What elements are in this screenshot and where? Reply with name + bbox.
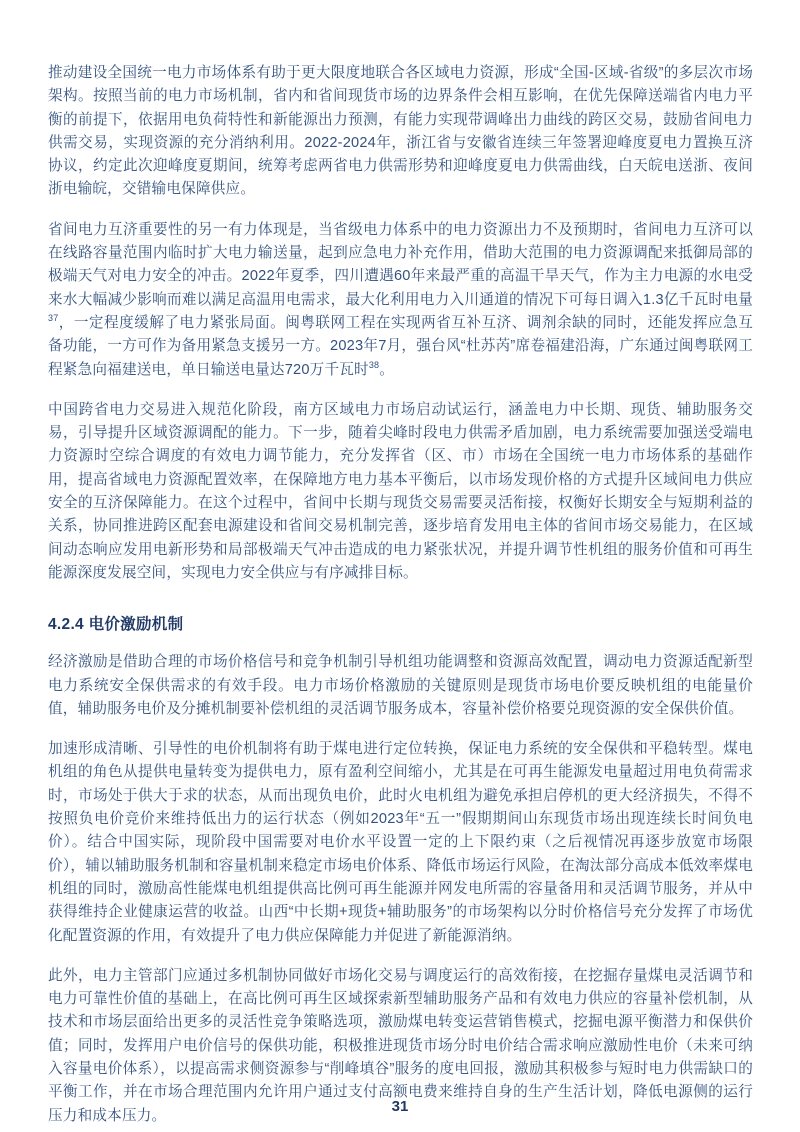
page-footer — [0, 1098, 800, 1116]
paragraph: 推动建设全国统一电力市场体系有助于更大限度地联合各区域电力资源，形成“全国-区域-省级”的多层次市场架构。按照当前的电力市场机制，省内和省间现货市场的边界条件会相互影响，在优先保障送端省内电力平衡的前提下，依据用电负荷特性和新能源出力预测，有能力实现带调峰出力曲线的跨区交易，鼓励省间电力供需交易，实现资源的充分消纳利用。2022-2024年，浙江省与安徽省连续三年签署迎峰度夏电力置换互济协议，约定此次迎峰度夏期间，统筹考虑两省电力供需形势和迎峰度夏电力供需曲线，白天皖电送浙、夜间浙电输皖，交错输电保障供应。 — [48, 65, 753, 198]
paragraph: 此外，电力主管部门应通过多机制协同做好市场化交易与调度运行的高效衔接，在挖掘存量煤电灵活调节和电力可靠性价值的基础上，在高比例可再生区域探索新型辅助服务产品和有效电力供应的容量补偿机制，从技术和市场层面给出更多的灵活性竞争策略选项，激励煤电转变运营销售模式，挖掘电源平衡潜力和保供价值；同时，发挥用户电价信号的保供功能，积极推进现货市场分时电价结合需求响应激励性电价（未来可纳入容量电价体系），以提高需求侧资源参与“削峰填谷”服务的度电回报，激励其积极参与短时电力供需缺口的平衡工作，并在市场合理范围内允许用户通过支付高额电费来维持自身的生产生活计划，降低电源侧的运行压力和成本压力。 — [48, 967, 753, 1124]
page-number: 31 — [391, 1098, 409, 1115]
section-heading: 4.2.4 电价激励机制 — [48, 616, 184, 634]
paragraph: 省间电力互济重要性的另一有力体现是，当省级电力体系中的电力资源出力不及预期时，省间电力互济可以在线路容量范围内临时扩大电力输送量，起到应急电力补充作用，借助大范围的电力资源调配来抵御局部的极端天气对电力安全的冲击。2022年夏季，四川遭遇60年来最严重的高温干旱天气，作为主力电源的水电受来水大幅减少影响而难以满足高温用电需求，最大化利用电力入川通道的情况下可每日调入1.3亿千瓦时电量$^{37}$，一定程度缓解了电力紧张局面。闽粤联网工程在实现两省互补互济、调剂余缺的同时，还能发挥应急互备功能，一方可作为备用紧急支援另一方。2023年7月，强台风“杜苏芮”席卷福建沿海，广东通过闽粤联网工程紧急向福建送电，单日输送电量达720万千瓦时$^{38}$。 — [48, 221, 753, 378]
footnote-ref: 38 — [368, 359, 380, 370]
paragraph: 加速形成清晰、引导性的电价机制将有助于煤电进行定位转换，保证电力系统的安全保供和平稳转型。煤电机组的角色从提供电量转变为提供电力，原有盈利空间缩小，尤其是在可再生能源发电量超过用电负荷需求时，市场处于供大于求的状态，从而出现负电价，此时火电机组为避免承担启停机的更大经济损失，不得不按照负电价竞价来维持低出力的运行状态（例如2023年“五一”假期期间山东现货市场出现连续长时间负电价）。结合中国实际，现阶段中国需要对电价水平设置一定的上下限约束（之后视情况再逐步放宽市场限价），辅以辅助服务机制和容量机制来稳定市场电价体系、降低市场运行风险，在淘汰部分高成本低效率煤电机组的同时，激励高性能煤电机组提供高比例可再生能源并网发电所需的容量备用和灵活调节服务，并从中获得维持企业健康运营的收益。山西“中长期+现货+辅助服务”的市场架构以分时价格信号充分发挥了市场优化配置资源的作用，有效提升了电力供应保障能力并促进了新能源消纳。 — [48, 741, 753, 944]
document-body — [48, 62, 753, 1128]
footnote-ref: 37 — [48, 313, 59, 324]
paragraph: 经济激励是借助合理的市场价格信号和竞争机制引导机组功能调整和资源高效配置，调动电力资源适配新型电力系统安全保供需求的有效手段。电力市场价格激励的关键原则是现货市场电价要反映机组的电能量价值，辅助服务电价及分摊机制要补偿机组的灵活调节服务成本，容量补偿价格要兑现资源的安全保供价值。 — [48, 654, 753, 717]
paragraph: 中国跨省电力交易进入规范化阶段，南方区域电力市场启动试运行，涵盖电力中长期、现货、辅助服务交易，引导提升区域资源调配的能力。下一步，随着尖峰时段电力供需矛盾加剧，电力系统需要加强送受端电力资源时空综合调度的有效电力调节能力，充分发挥省（区、市）市场在全国统一电力市场体系的基础作用，提高省域电力资源配置效率，在保障地方电力基本平衡后，以市场发现价格的方式提升区域间电力供应安全的互济保障能力。在这个过程中，省间中长期与现货交易需要灵活衔接，权衡好长期安全与短期利益的关系，协同推进跨区配套电源建设和省间交易机制完善，逐步培育发用电主体的省间市场交易能力，在区域间动态响应发用电新形势和局部极端天气冲击造成的电力紧张状况，并提升调节性机组的服务价值和可再生能源深度发展空间，实现电力安全供应与有序减排目标。 — [48, 401, 753, 581]
